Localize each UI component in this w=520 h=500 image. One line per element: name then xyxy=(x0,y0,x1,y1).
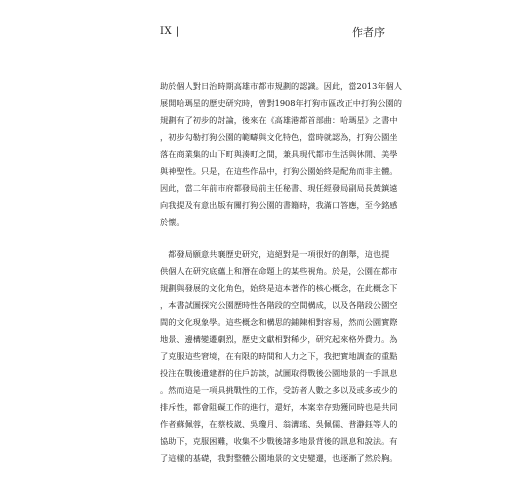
text-line: 了克服這些窘境，在有限的時間和人力之下，我把實地調查的重點 xyxy=(160,351,398,361)
text-line: 間的文化現象學。這些概念和構思的鋪陳相對容易，然而公園實際 xyxy=(160,317,398,327)
text-line: 因此，當二年前市府都發局前主任秘書、現任經發局副局長黃鎮遠 xyxy=(160,183,398,193)
text-line: 作者蘇佩蓉，在蔡枝崴、吳瓊月、翁溝瑤、吳佩儒、普瀞鈺等人的 xyxy=(160,419,398,429)
text-line: 地景、邊構變遷劇烈，歷史文獻相對稀少，研究起來格外費力。為 xyxy=(160,334,398,344)
text-line: ，初步勾勒打狗公園的範疇與文化特色，當時就認為，打狗公園坐 xyxy=(160,132,398,142)
text-line: 於懷。 xyxy=(160,217,185,227)
text-line: 都發局願意共襄歷史研究，這絕對是一項很好的創舉，這也提 xyxy=(160,249,390,259)
page-number: IX | xyxy=(160,26,180,37)
text-line: 展開哈瑪星的歷史研究時，曾對1908年打狗市區改正中打狗公園的 xyxy=(160,98,402,108)
paragraph xyxy=(160,78,402,231)
body-text xyxy=(160,78,402,467)
text-line: 了這樣的基礎，我對整體公園地景的文史變遷，也逐漸了然於胸。 xyxy=(160,453,398,463)
text-line: 供個人在研究底蘊上和潛在命題上的某些視角。於是，公園在都市 xyxy=(160,266,398,276)
text-line: 規劃與發展的文化角色，始終是這本著作的核心概念，在此概念下 xyxy=(160,283,398,293)
text-line: 向我提及有意出版有關打狗公園的書籍時，我滿口答應，至今銘感 xyxy=(160,200,398,210)
text-line: 排斥性，都會阻礙工作的進行，還好，本案幸存勁獲同時也是共同 xyxy=(160,402,398,412)
paragraph xyxy=(160,246,398,467)
text-line: 助於個人對日治時期高雄市都市規劃的認識。因此，當2013年個人 xyxy=(160,81,402,91)
text-line: 。然而這是一項具挑戰性的工作，受訪者人數之多以及或多或少的 xyxy=(160,385,398,395)
running-head: 作者序 xyxy=(352,26,385,39)
text-line: 與神聖性。只是，在這些作品中，打狗公園始終是配角而非主體。 xyxy=(160,166,398,176)
text-line: 投注在戰後遺建群的住戶訪談，試圖取得戰後公園地景的一手訊息 xyxy=(160,368,398,378)
text-line: 規劃有了初步的討論，後來在《高雄港都首部曲：哈瑪星》之書中 xyxy=(160,115,398,125)
text-line: ，本書試圖探究公園歷時性各階段的空間構成，以及各階段公園空 xyxy=(160,300,398,310)
text-line: 落在商業集的山下町與湊町之間，兼具現代都市生活與休閒、美學 xyxy=(160,149,398,159)
text-line: 協助下，克服困難，收集不少戰後諸多地景背後的訊息和說法。有 xyxy=(160,436,398,446)
